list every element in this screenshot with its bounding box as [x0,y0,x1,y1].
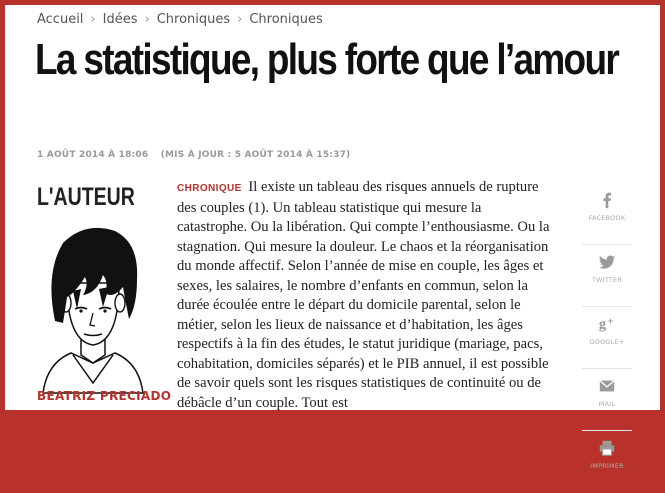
share-google-plus-button[interactable] [582,307,632,369]
share-bar [582,183,632,493]
share-label: MAIL [598,400,616,408]
mail-icon [598,377,616,395]
svg-text:g: g [598,316,607,333]
share-twitter-button[interactable] [582,245,632,307]
article-kicker[interactable]: CHRONIQUE [177,183,242,194]
share-label: GOOGLE+ [589,338,625,346]
article-body [177,178,555,413]
share-facebook-button[interactable] [582,183,632,245]
share-label: IMPRIMER [590,462,624,470]
breadcrumb-idees[interactable]: Idées [102,12,138,27]
breadcrumb [37,12,323,27]
published-date: 1 AOÛT 2014 À 18:06 [37,150,149,160]
share-print-button[interactable] [582,431,632,493]
page-title: La statistique, plus forte que l’amour [35,35,619,84]
share-label: FACEBOOK [588,214,626,222]
share-mail-button[interactable] [582,369,632,431]
google-plus-icon [598,315,616,333]
share-label: TWITTER [591,276,623,284]
print-icon [598,439,616,457]
twitter-icon [598,253,616,271]
breadcrumb-home[interactable]: Accueil [37,12,84,27]
article-dates [37,150,350,160]
article-page [5,5,660,470]
author-name[interactable]: BEATRIZ PRECIADO [37,389,172,403]
facebook-icon [598,191,616,209]
chevron-right-icon: › [144,12,150,27]
chevron-right-icon: › [237,12,243,27]
breadcrumb-chroniques-current[interactable]: Chroniques [249,12,323,27]
breadcrumb-chroniques[interactable]: Chroniques [156,12,231,27]
article-text: Il existe un tableau des risques annuels de rupture des couples (1). Un tableau statistique qui mesure la catastrophe. Ou la libération. Qui compte l’enthousiasme. Ou la stagnation. Qui mesure la douleur. Le chaos et la réorganisation du monde affectif. Selon l’année de mise en couple, les âges et sexes, les salaires, le nombre d’enfants en commun, selon la durée écoulée entre le départ du domicile parental, selon le métier, selon les lieux de naissance et d’habitation, les âges respectifs à la fin des études, le statut juridique (mariage, pacs, cohabitation, domiciles séparés) et le PIB annuel, il est possible de savoir quels sont les risques statistiques de continuité ou de débâcle d’un couple. Tout est [177,179,550,411]
author-heading: L'AUTEUR [37,183,135,211]
chevron-right-icon: › [90,12,96,27]
author-portrait[interactable] [33,213,153,393]
svg-text:+: + [607,316,614,326]
updated-date: (MIS À JOUR : 5 AOÛT 2014 À 15:37) [160,150,351,160]
